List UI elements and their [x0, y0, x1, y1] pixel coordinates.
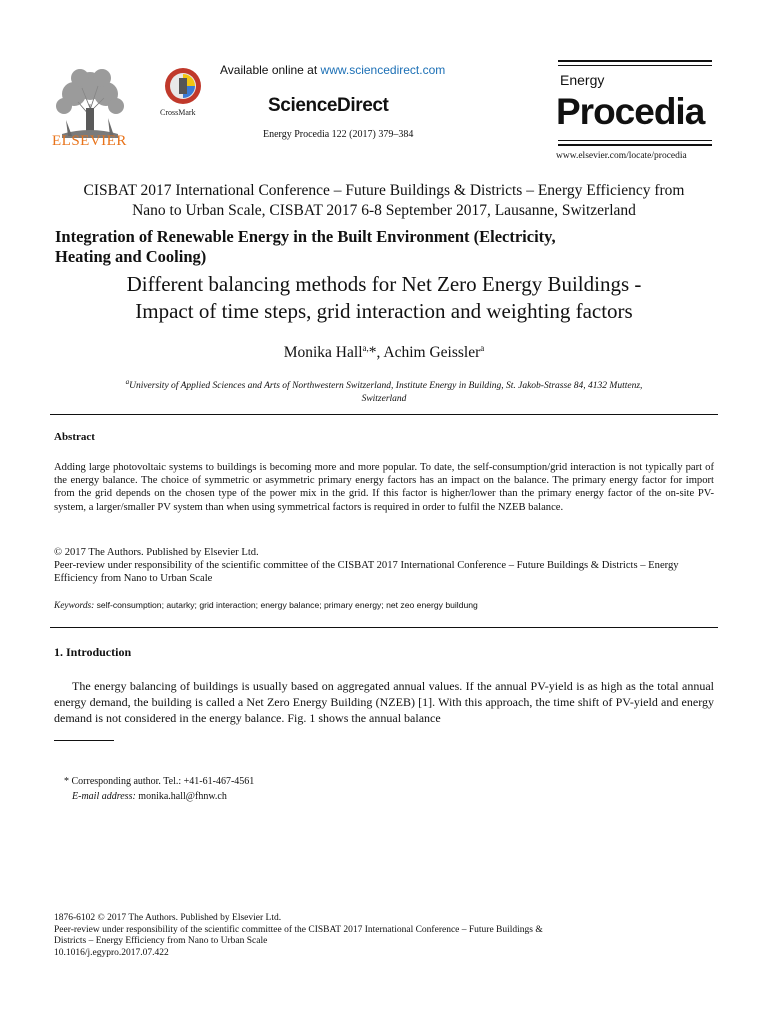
keywords-list: self-consumption; autarky; grid interaction; energy balance; primary energy; net zeo energy buildung	[96, 600, 478, 610]
conference-line-2: Nano to Urban Scale, CISBAT 2017 6-8 September 2017, Lausanne, Switzerland	[132, 202, 636, 219]
affiliation-line-2: Switzerland	[361, 394, 407, 405]
abstract-heading: Abstract	[54, 431, 95, 443]
bottom-peer-review-1: Peer-review under responsibility of the scientific committee of the CISBAT 2017 International Conference – Future Buildings &	[54, 924, 543, 935]
journal-citation: Energy Procedia 122 (2017) 379–384	[263, 129, 414, 140]
author-1: Monika Hall	[283, 344, 363, 362]
sciencedirect-link[interactable]: www.sciencedirect.com	[320, 63, 446, 77]
affiliation-line-1: University of Applied Sciences and Arts of Northwestern Switzerland, Institute Energy in Building, St. Jakob-Strasse 84, 4132 Muttenz,	[129, 381, 643, 392]
journal-rule-bottom-thin	[558, 140, 712, 141]
title-line-2: Impact of time steps, grid interaction and weighting factors	[135, 299, 633, 323]
introduction-body	[54, 678, 714, 726]
email-address[interactable]: monika.hall@fhnw.ch	[138, 791, 227, 802]
abstract-body: Adding large photovoltaic systems to buildings is becoming more and more popular. To date, the self-consumption/grid interaction is not typically part of the energy balance. The choice of symmetric or asymmetric primary energy factors has an impact on the balance. The primary energy factor for import from the grid depends on the chosen type of the power mix in the grid. If this factor is higher/lower than the primary energy factor of the on-site PV-system, a larger/smaller PV system than when using symmetrical factors is required in order to fulfil the NZEB balance.	[54, 462, 714, 513]
title-line-1: Different balancing methods for Net Zero Energy Buildings -	[126, 272, 642, 296]
author-2-affil: a	[480, 343, 485, 353]
topic-line-1: Integration of Renewable Energy in the Built Environment (Electricity,	[55, 227, 556, 246]
crossmark-label: CrossMark	[160, 108, 196, 117]
section-heading-introduction: 1. Introduction	[54, 645, 132, 659]
rule-above-abstract	[50, 414, 718, 415]
journal-rule-top-thin	[558, 65, 712, 66]
introduction-paragraph: The energy balancing of buildings is usually based on aggregated annual values. If the annual PV-yield is as high as the total annual energy demand, the building is called a Net Zero Energy Building (NZEB) [1]. With this approach, the time shift of PV-yield and energy demand is not considered in the energy balance. Fig. 1 shows the annual balance	[54, 679, 714, 725]
journal-name-large: Procedia	[556, 91, 705, 132]
footnote-email	[72, 791, 227, 802]
publisher-name: ELSEVIER	[52, 133, 127, 149]
session-topic	[55, 227, 715, 267]
author-list	[50, 343, 718, 362]
keywords	[54, 600, 714, 611]
journal-url[interactable]: www.elsevier.com/locate/procedia	[556, 151, 687, 161]
journal-rule-bottom	[558, 144, 712, 146]
peer-review-line: Peer-review under responsibility of the scientific committee of the CISBAT 2017 International Conference – Future Buildings & Districts – Energy Efficiency from Nano to Urban Scale	[54, 560, 679, 585]
available-prefix: Available online at	[220, 63, 321, 77]
author-1-star: *,	[368, 344, 384, 362]
journal-rule-top	[558, 60, 712, 62]
affiliation-marker: a	[125, 378, 130, 386]
sciencedirect-logo: ScienceDirect	[268, 95, 389, 116]
copyright-line: © 2017 The Authors. Published by Elsevier Ltd.	[54, 547, 259, 558]
copyright-block	[54, 546, 714, 586]
paper-title	[40, 271, 728, 325]
footnote-rule	[54, 740, 114, 741]
email-label: E-mail address:	[72, 791, 136, 802]
affiliation	[60, 376, 708, 406]
footnote-corresponding: * Corresponding author. Tel.: +41-61-467-4561	[64, 776, 255, 787]
doi[interactable]: 10.1016/j.egypro.2017.07.422	[54, 947, 169, 958]
journal-name-small: Energy	[560, 72, 605, 88]
available-online	[220, 63, 445, 77]
keywords-label: Keywords:	[54, 601, 95, 611]
conference-name	[50, 181, 718, 221]
rule-below-abstract	[50, 627, 718, 628]
author-1-affil: a,	[362, 343, 369, 353]
publication-info	[54, 913, 714, 959]
bottom-peer-review-2: Districts – Energy Efficiency from Nano to Urban Scale	[54, 936, 268, 946]
issn-line: 1876-6102 © 2017 The Authors. Published by Elsevier Ltd.	[54, 913, 282, 923]
topic-line-2: Heating and Cooling)	[55, 247, 207, 266]
author-2: Achim Geissler	[383, 344, 481, 362]
conference-line-1: CISBAT 2017 International Conference – Future Buildings & Districts – Energy Efficiency from	[83, 182, 685, 199]
